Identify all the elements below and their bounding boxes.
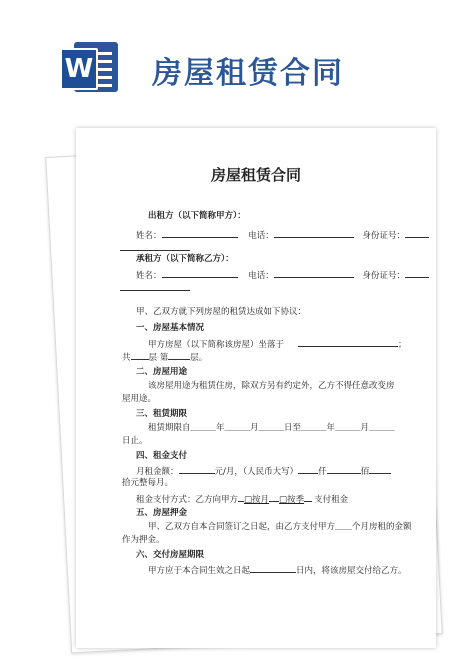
- section-3-line-1: 租赁期限自＿＿＿年＿＿＿月＿＿＿日至＿＿＿年＿＿＿月＿＿＿: [148, 423, 395, 433]
- lessee-id-label: 身份证号：: [362, 271, 405, 281]
- lessee-phone-blank: [274, 268, 354, 278]
- section-6-line-1: [148, 563, 407, 577]
- s4-thousand-blank: [298, 464, 318, 474]
- s6-delivery-suffix: 日内，将该房屋交付给乙方。: [296, 566, 407, 576]
- s6-delivery-label: 甲方应于本合同生效之日起: [148, 566, 251, 576]
- lessor-heading: 出租方（以下简称甲方）：: [148, 211, 246, 221]
- s6-days-blank: [250, 563, 296, 573]
- lessee-id-continue: [120, 281, 190, 295]
- header-banner: [0, 0, 474, 125]
- word-icon-letter: W: [60, 48, 98, 90]
- section-6-heading: 六、交付房屋期限: [136, 550, 205, 560]
- section-3-line-2: 日止。: [122, 436, 148, 446]
- section-3-heading: 三、租赁期限: [136, 409, 188, 419]
- s4-rent-label: 月租金额：: [136, 467, 179, 477]
- lessor-id-blank-2: [120, 241, 190, 251]
- section-5-heading: 五、房屋押金: [136, 508, 188, 518]
- s1-floor-label: 层 第: [148, 353, 169, 363]
- lessee-info-row: [136, 268, 429, 282]
- s1-semicolon: ；: [398, 340, 407, 350]
- s4-option-gap-2: [304, 492, 312, 502]
- s1-total-label: 共: [122, 353, 131, 363]
- lessor-phone-blank: [274, 228, 354, 238]
- section-5-line-2: 作为押金。: [122, 535, 165, 545]
- s4-ten-blank: [369, 464, 391, 474]
- s4-hundred-label: 佰: [360, 467, 370, 477]
- lessor-phone-label: 电话：: [248, 231, 274, 241]
- s4-monthly-option[interactable]: □按月: [244, 495, 270, 505]
- header-title: 房屋租赁合同: [152, 56, 344, 91]
- document-body: [76, 128, 436, 648]
- section-2-line-2: 屋用途。: [122, 394, 157, 404]
- lessor-name-label: 姓名：: [136, 231, 162, 241]
- s4-quarterly-option[interactable]: □按季: [279, 495, 305, 505]
- lessor-id-label: 身份证号：: [362, 231, 405, 241]
- s1-location-label: 甲方房屋（以下简称该房屋）坐落于: [148, 340, 285, 350]
- s4-rent-words-label: 元/月，（人民币大写）: [214, 467, 299, 477]
- section-1-heading: 一、房屋基本情况: [136, 323, 205, 333]
- document-page: [76, 128, 436, 648]
- s4-rent-blank: [179, 464, 215, 474]
- section-5-line-1: 甲、乙双方自本合同签订之日起，由乙方支付甲方＿＿个月房租的金额: [148, 522, 412, 532]
- lessee-name-label: 姓名：: [136, 271, 162, 281]
- s4-hundred-blank: [327, 464, 361, 474]
- lessee-heading: 承租方（以下简称乙方）：: [136, 254, 234, 264]
- section-2-line-1: 该房屋用途为租赁住房，除双方另有约定外，乙方不得任意改变房: [148, 381, 395, 391]
- s4-thousand-label: 仟: [318, 467, 327, 477]
- s4-option-gap: [269, 492, 279, 502]
- word-icon: [60, 38, 120, 96]
- section-4-line-2: 拾元整每月。: [122, 478, 174, 488]
- section-4-line-1: [136, 464, 391, 478]
- section-1-line-1: [148, 337, 407, 351]
- s4-payment-label: 租金支付方式：乙方向甲方: [136, 495, 239, 505]
- lessee-id-blank: [405, 268, 429, 278]
- lessee-name-blank: [162, 268, 238, 278]
- s1-floor-suffix: 层。: [190, 353, 208, 363]
- section-2-heading: 二、房屋用途: [136, 367, 188, 377]
- lessor-name-blank: [162, 228, 238, 238]
- agreement-intro: 甲、乙双方就下列房屋的租赁达成如下协议：: [136, 307, 307, 317]
- section-1-line-2: [122, 350, 207, 364]
- lessor-info-row: [136, 228, 429, 242]
- s1-total-blank: [131, 350, 149, 360]
- section-4-heading: 四、租金支付: [136, 451, 188, 461]
- lessee-phone-label: 电话：: [248, 271, 274, 281]
- document-title: 房屋租赁合同: [210, 166, 301, 184]
- section-4-line-3: [136, 492, 348, 506]
- lessor-id-blank: [405, 228, 429, 238]
- s1-location-blank: [298, 337, 398, 347]
- s4-pay-suffix: 支付租金: [314, 495, 349, 505]
- s1-floor-blank: [168, 350, 190, 360]
- lessee-id-blank-2: [120, 281, 190, 291]
